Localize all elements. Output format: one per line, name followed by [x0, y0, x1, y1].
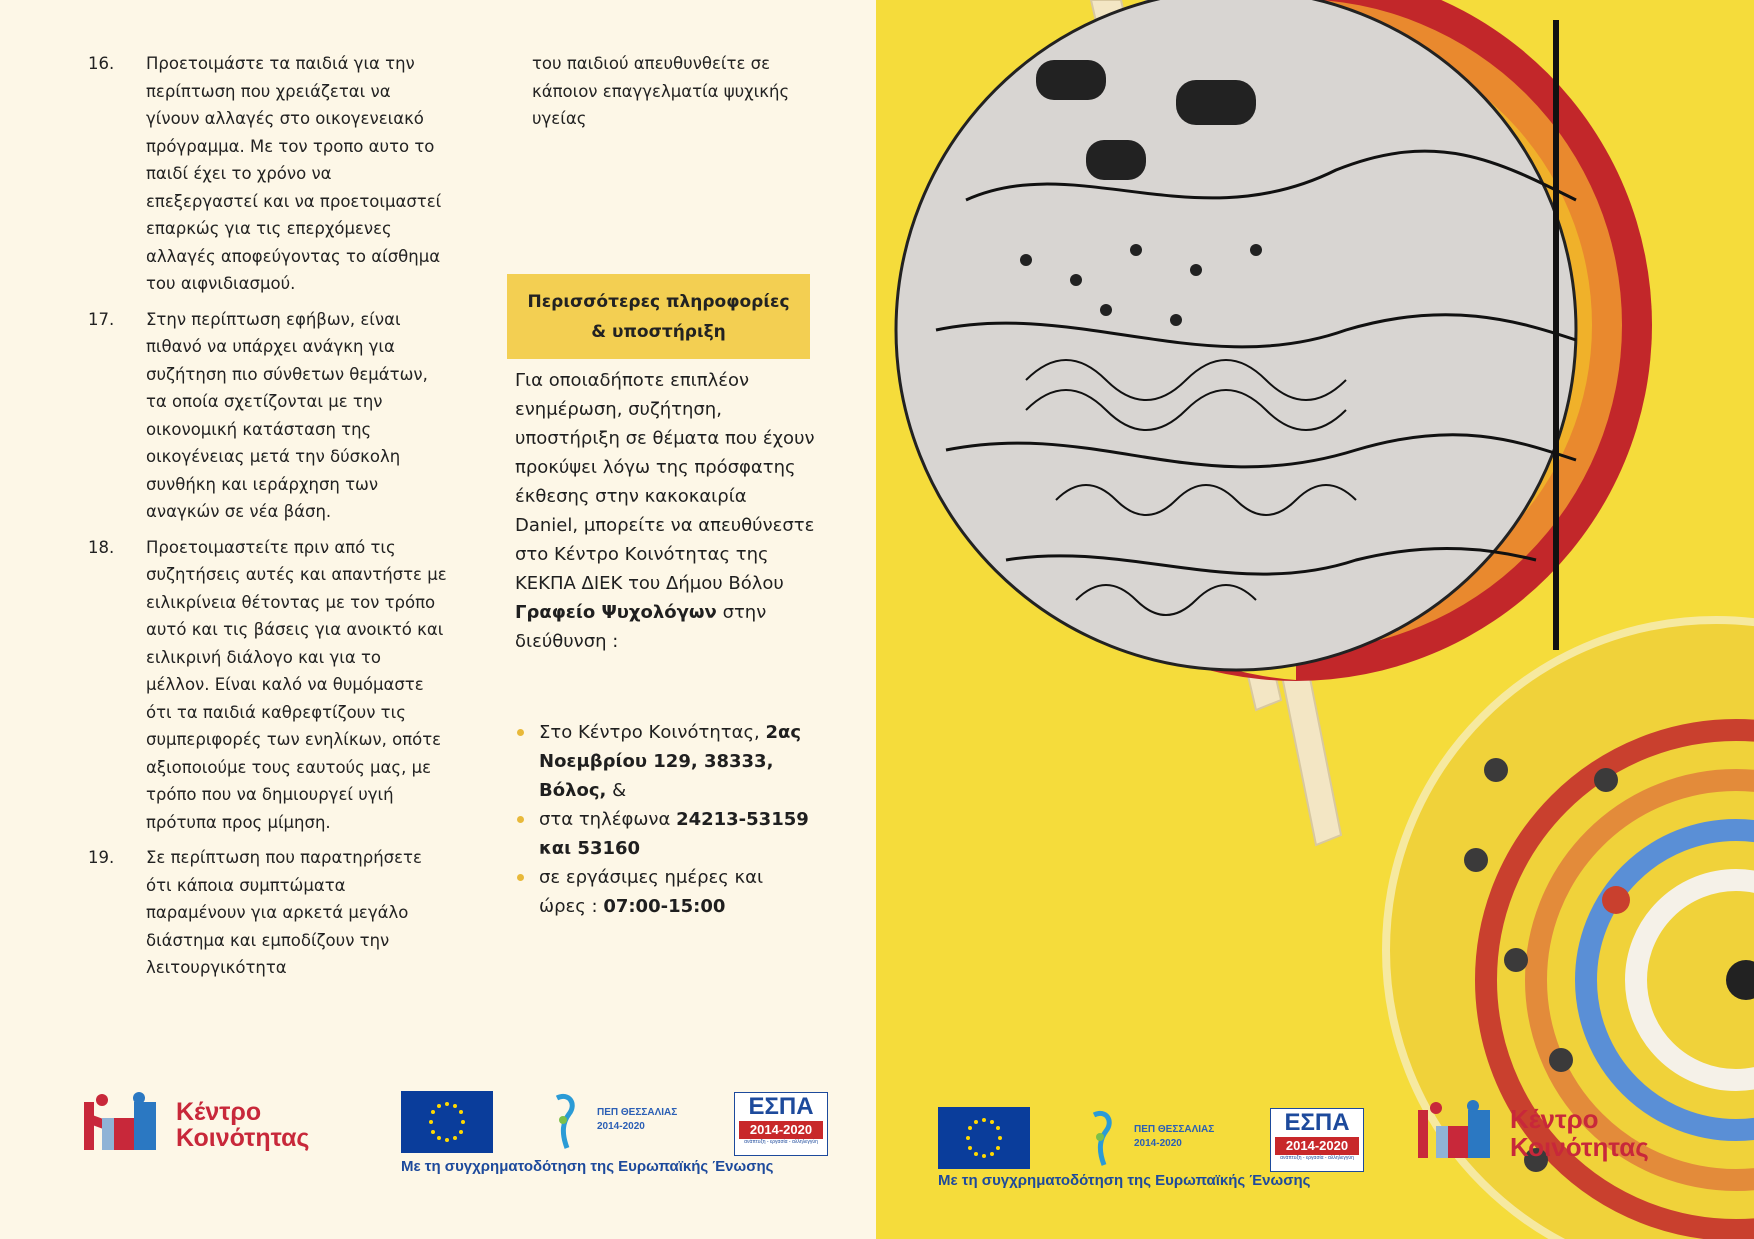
bullet-text: Στο Κέντρο Κοινότητας,: [539, 722, 766, 743]
support-paragraph: [515, 366, 815, 656]
kentro-line1: Κέντρο: [176, 1098, 262, 1126]
eu-caption: Με τη συγχρηματοδότηση της Ευρωπαϊκής Ένωσης: [401, 1158, 774, 1175]
kentro-mark-icon: [84, 1092, 164, 1158]
kentro-logo: [1418, 1100, 1649, 1166]
info-heading: Περισσότερες πληροφορίες & υποστήριξη: [527, 291, 790, 342]
pep-line2: 2014-2020: [1134, 1138, 1182, 1149]
inner-panel: [0, 0, 876, 1239]
continuation-column: [532, 50, 822, 133]
bullet-bold: 07:00-15:00: [603, 896, 726, 917]
support-intro: Για οποιαδήποτε επιπλέον ενημέρωση, συζήτηση, υποστήριξη σε θέματα που έχουν προκύψει λόγω της πρόσφατης έκθεσης στην κακοκαιρία Daniel, μπορείτε να απευθύνεστε στο Κέντρο Κοινότητας της ΚΕΚΠΑ ΔΙΕΚ του Δήμου Βόλου: [515, 370, 815, 594]
eu-flag-icon: [401, 1091, 493, 1153]
pep-line2: 2014-2020: [597, 1121, 645, 1132]
kentro-line2: Κοινότητας: [176, 1124, 310, 1152]
bullet-bold: 2ας Νοεμβρίου 129, 38333, Βόλος,: [539, 722, 802, 801]
espa-logo: [734, 1092, 828, 1156]
pep-line1: ΠΕΠ ΘΕΣΣΑΛΙΑΣ: [597, 1107, 678, 1118]
kentro-logo: [84, 1092, 309, 1158]
bullet-text: σε εργάσιμες ημέρες και ώρες :: [539, 867, 764, 917]
info-heading-box: [507, 274, 810, 359]
support-end: στην διεύθυνση :: [515, 602, 767, 652]
pep-logo: [1088, 1107, 1214, 1167]
espa-logo: [1270, 1108, 1364, 1172]
tips-column: [88, 50, 448, 990]
list-item: [88, 50, 448, 298]
item-text: Στην περίπτωση εφήβων, είναι πιθανό να υπάρχει ανάγκη για συζήτηση πιο σύνθετων θεμάτων, τα οποία σχετίζονται με την οικονομική κατάσταση της οικογένειας μετά την δύσκολη συνθήκη και ιεράρχηση των αναγκών σε νέα βάση.: [146, 309, 428, 521]
kentro-line1: Κέντρο: [1510, 1104, 1599, 1134]
bullet-text: &: [606, 780, 627, 801]
pep-line1: ΠΕΠ ΘΕΣΣΑΛΙΑΣ: [1134, 1124, 1215, 1135]
contact-address: [515, 718, 815, 805]
item-text: Προετοιμαστείτε πριν από τις συζητήσεις αυτές και απαντήστε με ειλικρίνεια θέτοντας με τον τρόπο αυτό και τις βάσεις για ανοικτό και ειλικρινή διάλογο και για το μέλλον. Είναι καλό να θυμόμαστε ότι τα παιδιά καθρεφτίζουν τις συμπεριφορές των ενηλίκων, οπότε αξιοποιούμε τους εαυτούς μας, με τρόπο που να δημιουργεί υγιή πρότυπα προς μίμηση.: [146, 537, 447, 832]
pep-logo: [551, 1090, 677, 1150]
continuation-text: του παιδιού απευθυνθείτε σε κάποιον επαγγελματία ψυχικής υγείας: [532, 54, 790, 128]
list-item: [88, 306, 448, 526]
item-number: 16.: [88, 54, 115, 73]
eu-caption: Με τη συγχρηματοδότηση της Ευρωπαϊκής Ένωσης: [938, 1172, 1311, 1189]
espa-tagline: ανάπτυξη - εργασία - αλληλεγγύη: [744, 1139, 818, 1145]
cover-panel: [876, 0, 1754, 1239]
espa-title: ΕΣΠΑ: [1284, 1109, 1350, 1136]
item-number: 18.: [88, 537, 115, 557]
espa-title: ΕΣΠΑ: [748, 1093, 814, 1120]
bullet-bold: 24213-53159 και 53160: [539, 809, 809, 859]
list-item: [88, 534, 448, 837]
contact-phones: [515, 805, 815, 863]
espa-tagline: ανάπτυξη - εργασία - αλληλεγγύη: [1280, 1155, 1354, 1161]
kentro-line2: Κοινότητας: [1510, 1132, 1649, 1162]
contact-hours: [515, 863, 815, 921]
espa-years: 2014-2020: [739, 1121, 823, 1139]
espa-years: 2014-2020: [1275, 1137, 1359, 1155]
list-item: [88, 844, 448, 982]
item-text: Προετοιμάστε τα παιδιά για την περίπτωση που χρειάζεται να γίνουν αλλαγές στο οικογενειακό πρόγραμμα. Με τον τροπο αυτο το παιδί έχει το χρόνο να επεξεργαστεί και να προετοιμαστεί επαρκώς για τις επερχόμενες αλλαγές αποφεύγοντας το αίσθημα του αιφνιδιασμού.: [146, 54, 442, 293]
zentangle-plate-illustration: [896, 0, 1576, 670]
support-office: Γραφείο Ψυχολόγων: [515, 602, 717, 623]
bullet-text: στα τηλέφωνα: [539, 809, 677, 830]
eu-flag-icon: [938, 1107, 1030, 1169]
pep-icon: [1088, 1107, 1116, 1167]
contact-list: [515, 718, 815, 921]
item-number: 19.: [88, 848, 115, 867]
pep-icon: [551, 1090, 579, 1150]
item-text: Σε περίπτωση που παρατηρήσετε ότι κάποια συμπτώματα παραμένουν για αρκετά μεγάλο διάστημα και εμποδίζουν την λειτουργικότητα: [146, 848, 422, 977]
item-number: 17.: [88, 309, 115, 329]
cover-artwork: [876, 0, 1754, 1239]
kentro-mark-icon: [1418, 1100, 1498, 1166]
